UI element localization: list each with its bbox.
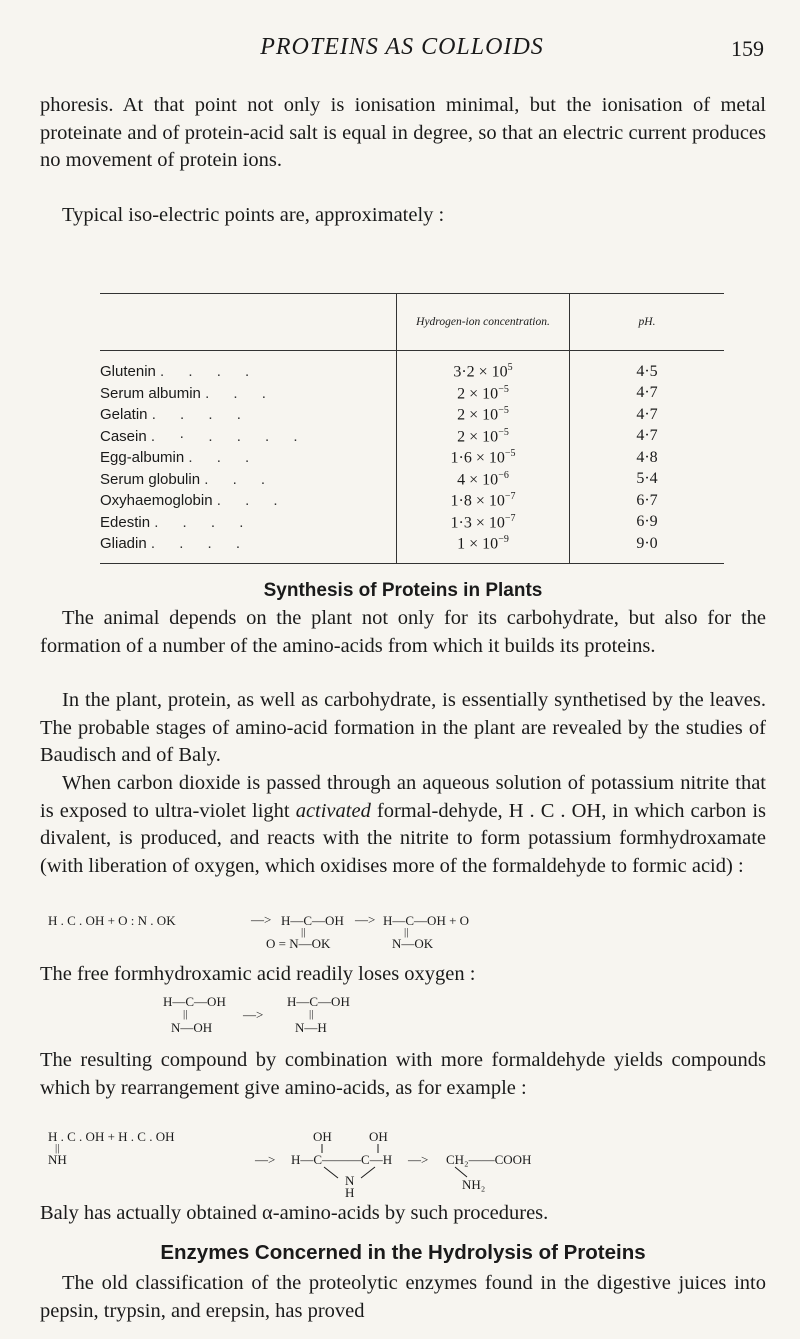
page-number: 159 bbox=[731, 36, 764, 61]
iso-electric-table bbox=[100, 293, 724, 564]
header-ph: pH. bbox=[570, 294, 725, 351]
leader-dots: . . . . bbox=[154, 513, 254, 531]
paragraph-classification: The old classification of the proteolytic enzymes found in the digestive juices into pepsin, trypsin, and erepsin, has proved bbox=[40, 1272, 766, 1322]
ph-value: 6·7 bbox=[570, 490, 725, 512]
emphasis-activated: activated bbox=[295, 799, 371, 822]
table-row bbox=[100, 469, 724, 491]
paragraph-ionisation: phoresis. At that point not only is ionisation minimal, but the ionisation of metal proteinate and of protein-acid salt is equal in degree, so that an electric current produces no movement of protein ions. bbox=[40, 94, 766, 171]
ph-value: 4·7 bbox=[570, 404, 725, 426]
double-bond-icon: || bbox=[55, 1142, 60, 1154]
running-header bbox=[40, 34, 764, 74]
arrow-icon: —> bbox=[255, 1152, 276, 1167]
table-row bbox=[100, 404, 724, 426]
equation-amino-acid bbox=[48, 1129, 748, 1199]
table-row bbox=[100, 490, 724, 512]
paragraph-loses-oxygen: The free formhydroxamic acid readily loses oxygen : bbox=[40, 963, 476, 985]
leader-dots: . . . bbox=[204, 470, 276, 488]
paragraph-leaves: In the plant, protein, as well as carbohydrate, is essentially synthetised by the leaves. The probable stages of amino-acid formation in the plant are revealed by the studies of Baudisch and of Baly. bbox=[40, 689, 766, 766]
equation-formhydroxamate bbox=[48, 913, 768, 951]
eq1-product-top: H—C—OH + O bbox=[383, 913, 470, 928]
ph-value: 9·0 bbox=[570, 533, 725, 563]
eq1-intermediate-top: H—C—OH bbox=[281, 913, 344, 928]
protein-name: Egg-albumin bbox=[100, 449, 185, 467]
heading-synthesis: Synthesis of Proteins in Plants bbox=[263, 580, 543, 601]
leader-dots: . · . . . . bbox=[150, 427, 308, 445]
arrow-icon: —> bbox=[251, 912, 272, 927]
ph-value: 4·7 bbox=[570, 383, 725, 405]
eq3-oh-right: OH bbox=[369, 1129, 388, 1144]
protein-name: Serum globulin bbox=[100, 470, 201, 488]
table-row bbox=[100, 447, 724, 469]
double-bond-icon: || bbox=[404, 926, 409, 938]
paragraph-animal-plant: The animal depends on the plant not only for its carbohydrate, but also for the formation of a number of the amino-acids from which it builds its proteins. bbox=[40, 607, 766, 657]
hydrogen-ion-value: $1 \times 10^{-9}$ bbox=[397, 533, 570, 563]
ph-value: 4·8 bbox=[570, 447, 725, 469]
table-row bbox=[100, 512, 724, 534]
eq2-left-top: H—C—OH bbox=[163, 994, 226, 1009]
arrow-icon: —> bbox=[355, 912, 376, 927]
heading-enzymes: Enzymes Concerned in the Hydrolysis of Proteins bbox=[160, 1241, 646, 1264]
protein-name: Oxyhaemoglobin bbox=[100, 492, 213, 510]
ph-value: 4·7 bbox=[570, 426, 725, 448]
hydrogen-ion-value: $3\cdot 2 \times 10^5$ bbox=[397, 351, 570, 383]
hydrogen-ion-value: $2 \times 10^{-5}$ bbox=[397, 426, 570, 448]
paragraph-iso-intro: Typical iso-electric points are, approximately : bbox=[62, 204, 445, 226]
hydrogen-ion-value: $2 \times 10^{-5}$ bbox=[397, 383, 570, 405]
protein-name: Edestin bbox=[100, 513, 151, 531]
hydrogen-ion-value: $1\cdot 8 \times 10^{-7}$ bbox=[397, 490, 570, 512]
eq3-nh: NH bbox=[48, 1152, 67, 1167]
double-bond-icon: || bbox=[309, 1008, 314, 1020]
paragraph-carbon-dioxide: When carbon dioxide is passed through an aqueous solution of potassium nitrite that is exposed to ultra-violet light activated formal-dehyde, H . C . OH, in which carbon is divalent, is produced, and reacts with the nitrite to form potassium formhydroxamate (with liberation of oxygen, which oxidises more of the formaldehyde to formic acid) : bbox=[40, 772, 767, 877]
eq3-hydrogen: H bbox=[345, 1185, 355, 1200]
running-title: PROTEINS AS COLLOIDS bbox=[260, 34, 544, 60]
ph-value: 5·4 bbox=[570, 469, 725, 491]
eq2-left-bottom: N—OH bbox=[171, 1020, 213, 1035]
eq3-chain: H—C———C—H bbox=[291, 1152, 393, 1167]
table-row bbox=[100, 351, 724, 383]
table-row bbox=[100, 426, 724, 448]
double-bond-icon: || bbox=[183, 1008, 188, 1020]
eq3-product-nh2: NH₂ bbox=[462, 1177, 486, 1192]
eq3-oh-left: OH bbox=[313, 1129, 332, 1144]
protein-name: Glutenin bbox=[100, 363, 156, 381]
protein-name: Gelatin bbox=[100, 406, 148, 424]
eq1-reactants: H . C . OH + O : N . OK bbox=[48, 913, 176, 928]
arrow-icon: —> bbox=[243, 1007, 264, 1022]
hydrogen-ion-value: $1\cdot 6 \times 10^{-5}$ bbox=[397, 447, 570, 469]
protein-name: Casein bbox=[100, 427, 147, 445]
hydrogen-ion-value: $1\cdot 3 \times 10^{-7}$ bbox=[397, 512, 570, 534]
eq3-product-top: CH₂——COOH bbox=[446, 1152, 532, 1167]
leader-dots: . . . . bbox=[150, 535, 251, 553]
hydrogen-ion-value: $4 \times 10^{-6}$ bbox=[397, 469, 570, 491]
table-row bbox=[100, 533, 724, 563]
eq3-nitrogen: N bbox=[345, 1173, 355, 1188]
eq1-intermediate-bottom: O = N—OK bbox=[266, 936, 331, 951]
eq2-right-top: H—C—OH bbox=[287, 994, 350, 1009]
eq3-reactants: H . C . OH + H . C . OH bbox=[48, 1129, 175, 1144]
leader-dots: . . . bbox=[188, 449, 260, 467]
paragraph-resulting-compound: The resulting compound by combination with more formaldehyde yields compounds which by rearrangement give amino-acids, as for example : bbox=[40, 1049, 766, 1099]
protein-name: Serum albumin bbox=[100, 384, 201, 402]
arrow-icon: —> bbox=[408, 1152, 429, 1167]
ph-value: 4·5 bbox=[570, 351, 725, 383]
eq3-bond-lines bbox=[48, 1129, 468, 1199]
leader-dots: . . . bbox=[205, 384, 276, 402]
table-row bbox=[100, 383, 724, 405]
eq2-right-bottom: N—H bbox=[295, 1020, 327, 1035]
eq1-product-bottom: N—OK bbox=[392, 936, 434, 951]
ph-value: 6·9 bbox=[570, 512, 725, 534]
equation-loses-oxygen bbox=[163, 994, 463, 1036]
paragraph-baly: Baly has actually obtained α-amino-acids by such procedures. bbox=[40, 1202, 549, 1224]
leader-dots: . . . . bbox=[160, 363, 260, 381]
leader-dots: . . . . bbox=[151, 406, 251, 424]
double-bond-icon: || bbox=[301, 926, 306, 938]
leader-dots: . . . bbox=[216, 492, 288, 510]
hydrogen-ion-value: $2 \times 10^{-5}$ bbox=[397, 404, 570, 426]
header-hydrogen-ion: Hydrogen-ion concentration. bbox=[397, 294, 570, 351]
protein-name: Gliadin bbox=[100, 535, 147, 553]
